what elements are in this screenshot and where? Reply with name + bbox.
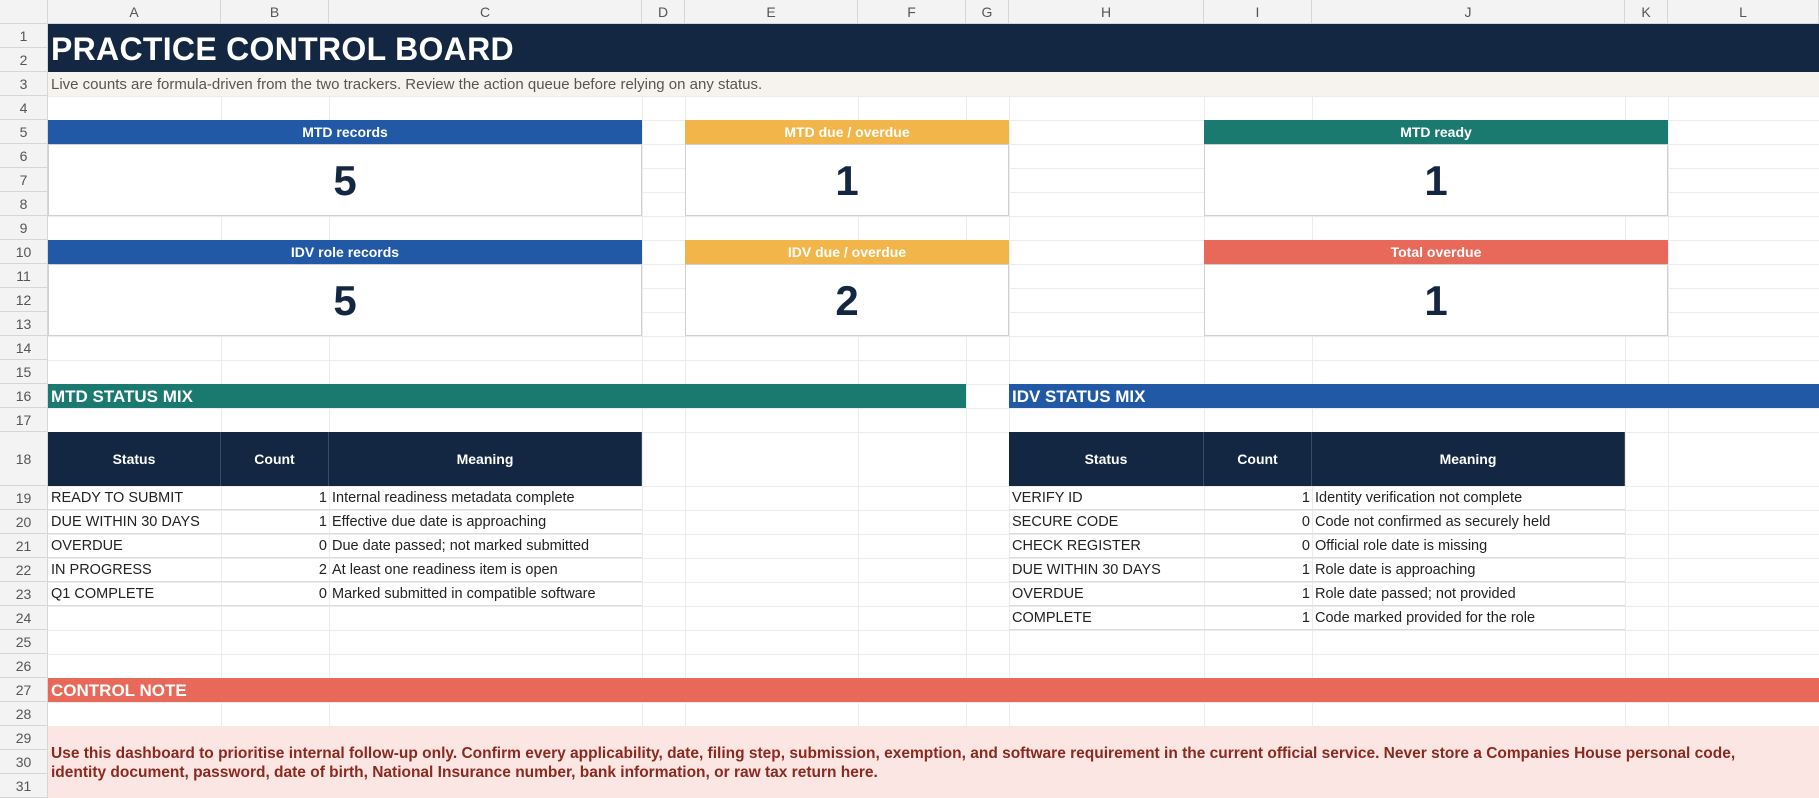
mtd-cell-meaning[interactable]: Marked submitted in compatible software xyxy=(332,586,596,602)
mtd-status-mix-header xyxy=(48,384,966,408)
kpi-label-mtd-ready: MTD ready xyxy=(1204,120,1668,144)
mtd-table-header xyxy=(48,432,642,486)
kpi-label-idv-role-records: IDV role records xyxy=(48,240,642,264)
mtd-col-count[interactable]: Count xyxy=(221,432,329,486)
mtd-table-row[interactable] xyxy=(48,582,642,606)
row-header-8[interactable]: 8 xyxy=(0,192,48,216)
mtd-cell-status[interactable]: OVERDUE xyxy=(51,538,123,554)
idv-table-row[interactable] xyxy=(1009,510,1625,534)
row-header-25[interactable]: 25 xyxy=(0,630,48,654)
kpi-value-idv-role-records[interactable]: 5 xyxy=(48,264,642,336)
kpi-value-total-overdue[interactable]: 1 xyxy=(1204,264,1668,336)
mtd-status-mix-title: MTD STATUS MIX xyxy=(51,387,193,406)
row-header-2[interactable]: 2 xyxy=(0,48,48,72)
idv-cell-meaning[interactable]: Role date passed; not provided xyxy=(1315,586,1516,602)
row-header-7[interactable]: 7 xyxy=(0,168,48,192)
mtd-table-row[interactable] xyxy=(48,510,642,534)
idv-cell-count[interactable]: 0 xyxy=(1301,538,1310,554)
row-header-30[interactable]: 30 xyxy=(0,750,48,774)
idv-cell-status[interactable]: SECURE CODE xyxy=(1012,514,1119,530)
row-header-9[interactable]: 9 xyxy=(0,216,48,240)
row-header-11[interactable]: 11 xyxy=(0,264,48,288)
idv-table-row[interactable] xyxy=(1009,606,1625,630)
row-header-27[interactable]: 27 xyxy=(0,678,48,702)
mtd-cell-count[interactable]: 2 xyxy=(318,562,327,578)
mtd-cell-status[interactable]: READY TO SUBMIT xyxy=(51,490,184,506)
column-header-d[interactable]: D xyxy=(642,0,685,24)
mtd-cell-status[interactable]: DUE WITHIN 30 DAYS xyxy=(51,514,200,530)
row-header-14[interactable]: 14 xyxy=(0,336,48,360)
grid-line xyxy=(48,408,1819,409)
idv-cell-meaning[interactable]: Code not confirmed as securely held xyxy=(1315,514,1551,530)
idv-cell-meaning[interactable]: Identity verification not complete xyxy=(1315,490,1523,506)
select-all-corner[interactable] xyxy=(0,0,48,24)
column-header-e[interactable]: E xyxy=(685,0,858,24)
row-header-1[interactable]: 1 xyxy=(0,24,48,48)
grid-line xyxy=(48,216,1819,217)
column-header-f[interactable]: F xyxy=(858,0,966,24)
control-note-header xyxy=(48,678,1819,702)
row-header-21[interactable]: 21 xyxy=(0,534,48,558)
kpi-label-mtd-due-overdue: MTD due / overdue xyxy=(685,120,1009,144)
row-header-20[interactable]: 20 xyxy=(0,510,48,534)
row-header-29[interactable]: 29 xyxy=(0,726,48,750)
mtd-cell-count[interactable]: 1 xyxy=(318,514,327,530)
column-header-g[interactable]: G xyxy=(966,0,1009,24)
kpi-value-mtd-records[interactable]: 5 xyxy=(48,144,642,216)
kpi-value-mtd-due-overdue[interactable]: 1 xyxy=(685,144,1009,216)
idv-col-meaning[interactable]: Meaning xyxy=(1312,432,1625,486)
row-header-22[interactable]: 22 xyxy=(0,558,48,582)
row-header-23[interactable]: 23 xyxy=(0,582,48,606)
idv-table-row[interactable] xyxy=(1009,582,1625,606)
mtd-col-status[interactable]: Status xyxy=(48,432,221,486)
idv-cell-status[interactable]: CHECK REGISTER xyxy=(1012,538,1141,554)
column-header-i[interactable]: I xyxy=(1204,0,1312,24)
idv-table-row[interactable] xyxy=(1009,534,1625,558)
mtd-cell-count[interactable]: 1 xyxy=(318,490,327,506)
idv-cell-status[interactable]: VERIFY ID xyxy=(1012,490,1083,506)
idv-cell-count[interactable]: 1 xyxy=(1301,490,1310,506)
column-header-a[interactable]: A xyxy=(48,0,221,24)
column-header-b[interactable]: B xyxy=(221,0,329,24)
mtd-table-row[interactable] xyxy=(48,534,642,558)
row-header-13[interactable]: 13 xyxy=(0,312,48,336)
grid-line xyxy=(48,96,1819,97)
row-header-31[interactable]: 31 xyxy=(0,774,48,798)
kpi-value-idv-due-overdue[interactable]: 2 xyxy=(685,264,1009,336)
idv-cell-status[interactable]: DUE WITHIN 30 DAYS xyxy=(1012,562,1161,578)
column-header-c[interactable]: C xyxy=(329,0,642,24)
idv-table-row[interactable] xyxy=(1009,558,1625,582)
idv-cell-meaning[interactable]: Code marked provided for the role xyxy=(1315,610,1536,626)
row-header-4[interactable]: 4 xyxy=(0,96,48,120)
row-header-17[interactable]: 17 xyxy=(0,408,48,432)
idv-cell-count[interactable]: 1 xyxy=(1301,562,1310,578)
grid-line xyxy=(48,360,1819,361)
row-header-28[interactable]: 28 xyxy=(0,702,48,726)
control-note-title: CONTROL NOTE xyxy=(51,681,187,700)
mtd-cell-status[interactable]: IN PROGRESS xyxy=(51,562,152,578)
row-header-19[interactable]: 19 xyxy=(0,486,48,510)
subtitle: Live counts are formula-driven from the two trackers. Review the action queue before relying on any status. xyxy=(51,76,763,93)
row-header-24[interactable]: 24 xyxy=(0,606,48,630)
row-header-10[interactable]: 10 xyxy=(0,240,48,264)
kpi-label-idv-due-overdue: IDV due / overdue xyxy=(685,240,1009,264)
grid-line xyxy=(48,336,1819,337)
idv-cell-count[interactable]: 1 xyxy=(1301,586,1310,602)
mtd-cell-meaning[interactable]: At least one readiness item is open xyxy=(332,562,558,578)
idv-cell-status[interactable]: COMPLETE xyxy=(1012,610,1092,626)
column-header-j[interactable]: J xyxy=(1312,0,1625,24)
mtd-cell-status[interactable]: Q1 COMPLETE xyxy=(51,586,155,602)
row-header-26[interactable]: 26 xyxy=(0,654,48,678)
row-header-12[interactable]: 12 xyxy=(0,288,48,312)
row-header-15[interactable]: 15 xyxy=(0,360,48,384)
mtd-table-row[interactable] xyxy=(48,486,642,510)
idv-status-mix-header xyxy=(1009,384,1819,408)
column-header-k[interactable]: K xyxy=(1625,0,1668,24)
grid-line xyxy=(48,702,1819,703)
mtd-cell-meaning[interactable]: Effective due date is approaching xyxy=(332,514,547,530)
mtd-cell-count[interactable]: 0 xyxy=(318,538,327,554)
row-header-6[interactable]: 6 xyxy=(0,144,48,168)
mtd-table-row[interactable] xyxy=(48,558,642,582)
kpi-value-mtd-ready[interactable]: 1 xyxy=(1204,144,1668,216)
idv-table-row[interactable] xyxy=(1009,486,1625,510)
kpi-label-total-overdue: Total overdue xyxy=(1204,240,1668,264)
page-title: PRACTICE CONTROL BOARD xyxy=(51,31,514,67)
kpi-label-mtd-records: MTD records xyxy=(48,120,642,144)
column-header-l[interactable]: L xyxy=(1668,0,1819,24)
idv-col-count[interactable]: Count xyxy=(1204,432,1312,486)
mtd-cell-meaning[interactable]: Due date passed; not marked submitted xyxy=(332,538,590,554)
row-header-16[interactable]: 16 xyxy=(0,384,48,408)
grid-line xyxy=(48,654,1819,655)
idv-cell-meaning[interactable]: Role date is approaching xyxy=(1315,562,1476,578)
mtd-col-meaning[interactable]: Meaning xyxy=(329,432,642,486)
mtd-cell-meaning[interactable]: Internal readiness metadata complete xyxy=(332,490,575,506)
row-header-5[interactable]: 5 xyxy=(0,120,48,144)
column-header-h[interactable]: H xyxy=(1009,0,1204,24)
idv-col-status[interactable]: Status xyxy=(1009,432,1204,486)
idv-cell-count[interactable]: 0 xyxy=(1301,514,1310,530)
row-header-3[interactable]: 3 xyxy=(0,72,48,96)
idv-cell-count[interactable]: 1 xyxy=(1301,610,1310,626)
idv-status-mix-title: IDV STATUS MIX xyxy=(1012,387,1146,406)
control-note-text[interactable]: Use this dashboard to prioritise internal follow-up only. Confirm every applicability, date, filing step, submission, exemption, and software requirement in the current official service. Never store a Companies House personal code, identity document, password, date of birth, National Insurance number, bank information, or raw tax return here. xyxy=(48,726,1819,798)
idv-cell-meaning[interactable]: Official role date is missing xyxy=(1315,538,1488,554)
grid-line xyxy=(48,630,1819,631)
idv-cell-status[interactable]: OVERDUE xyxy=(1012,586,1084,602)
row-header-18[interactable]: 18 xyxy=(0,432,48,486)
mtd-cell-count[interactable]: 0 xyxy=(318,586,327,602)
idv-table-header xyxy=(1009,432,1625,486)
